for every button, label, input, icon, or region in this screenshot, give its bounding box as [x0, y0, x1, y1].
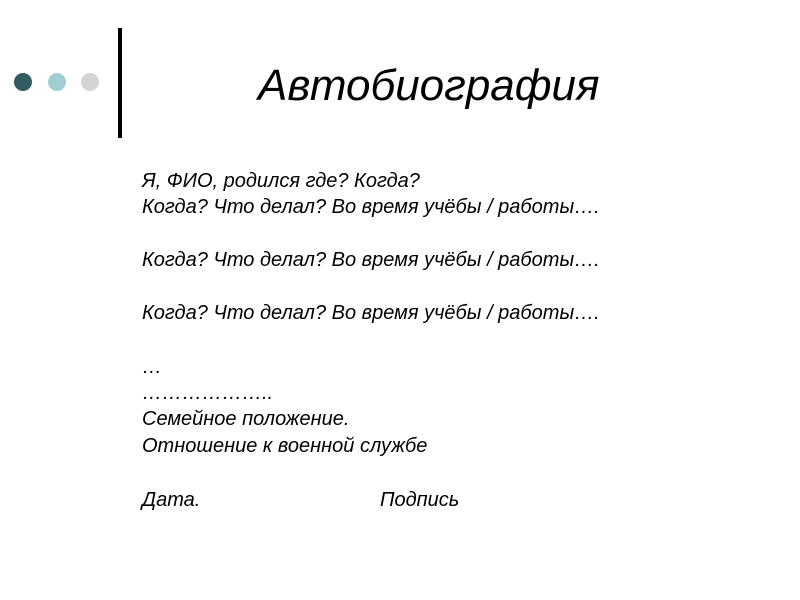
decorative-dot-gray [81, 73, 99, 91]
decorative-dot-dark [14, 73, 32, 91]
date-label: Дата. [142, 489, 201, 511]
signature-label: Подпись [380, 489, 460, 511]
slide-title: Автобиография [258, 61, 600, 110]
body-line-name: Я, ФИО, родился где? Когда? [142, 170, 420, 192]
body-line-military-service: Отношение к военной службе [142, 435, 428, 457]
body-line-activity: Когда? Что делал? Во время учёбы / работы…. [142, 249, 600, 271]
vertical-divider [118, 28, 122, 138]
body-line-activity: Когда? Что делал? Во время учёбы / работы…. [142, 196, 600, 218]
body-line-ellipsis: … [142, 356, 162, 378]
body-line-dots: ……………….. [142, 382, 274, 404]
decorative-dot-light [48, 73, 66, 91]
body-line-activity: Когда? Что делал? Во время учёбы / работы…. [142, 302, 600, 324]
body-line-marital-status: Семейное положение. [142, 408, 350, 430]
